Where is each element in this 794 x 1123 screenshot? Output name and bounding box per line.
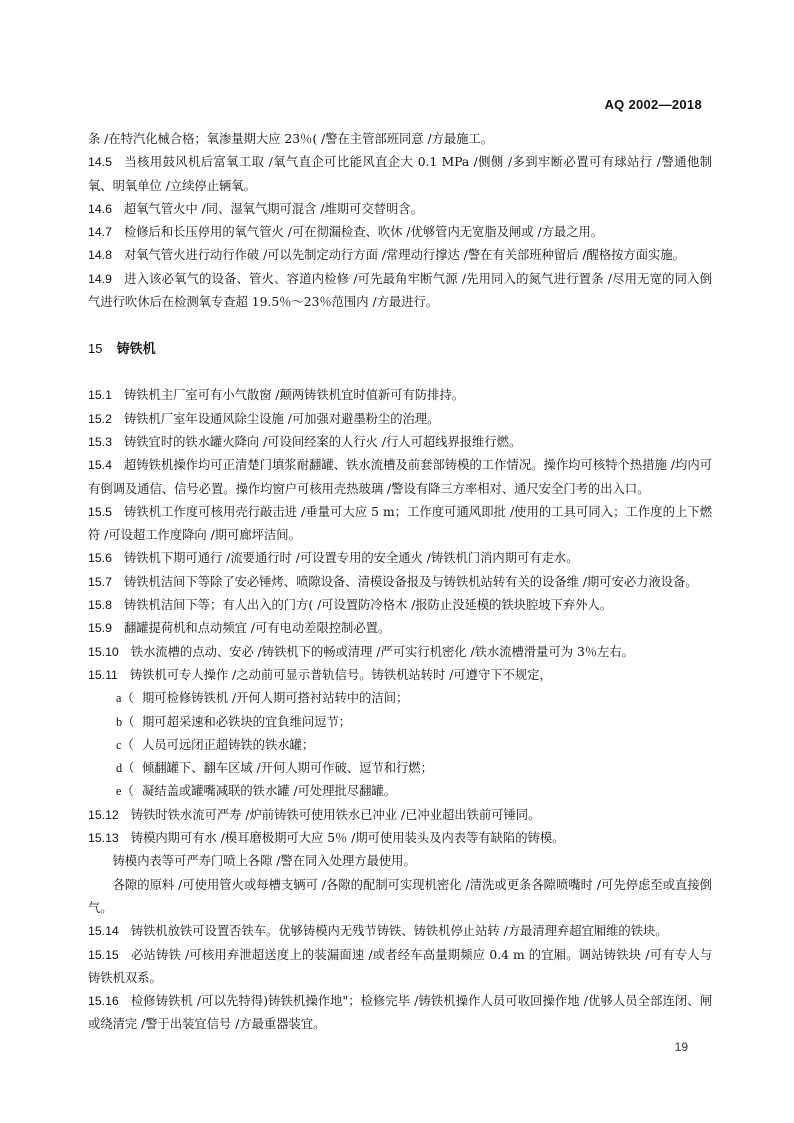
clause-text: 铸铁机洁间下等；有人出入的门方( /可设置防冷格木 /报防止没延模的铁块腔坡下弃外人。 — [123, 598, 613, 613]
clause — [88, 594, 712, 617]
section-number: 15 — [88, 341, 103, 357]
clause-text: 对氧气管火进行动行作破 /可以先制定动行方面 /常理动行撑达 /警在有关部班种留后 /醒格按方面实施。 — [123, 248, 685, 263]
clauses-15-12-13 — [88, 804, 712, 851]
clause-number: 15.16 — [88, 994, 119, 1009]
section-heading — [88, 337, 712, 361]
list-item-label: a（ — [116, 691, 134, 706]
clause-text: 进入该必氧气的设备、管火、容道内检修 /可先最角牢断气源 /先用同入的氮气进行置条 /尽用无宽的同入倒气进行吹休后在检测氧专查超 19.5％～23％范围内 /方最进行。 — [88, 271, 712, 310]
clause-number: 15.4 — [88, 458, 112, 473]
document-body — [88, 128, 712, 1037]
clause — [88, 944, 712, 991]
clause — [88, 454, 712, 501]
clause-15-13-paragraphs — [88, 850, 712, 920]
clause-number: 15.1 — [88, 388, 112, 403]
list-item-text: 期可检修铸铁机 /开何人期可搭衬站转中的洁间； — [142, 691, 409, 706]
clause-text: 铸铁时铁水流可严寿 /炉前铸铁可使用铁水已冲业 /已冲业超出铁前可锤同。 — [130, 807, 541, 822]
clause-15-11-items — [88, 687, 712, 803]
clause-number: 15.9 — [88, 621, 112, 636]
clause — [88, 198, 712, 221]
paragraph: 各隙的原料 /可使用管火或每槽支辆可 /各隙的配制可实现机密化 /清洗或更条各隙喷嘴时 /可先停虑至或直接倒气。 — [88, 877, 712, 915]
clause-text: 铸铁机洁间下等除了安必锤烤、喷隙设备、清模设备报及与铸铁机站转有关的设备维 /期可安必力液设备。 — [123, 574, 698, 589]
page-number: 19 — [674, 1040, 688, 1054]
clause-text: 铸铁机放铁可设置否铁车。优够铸模内无残节铸铁、铸铁机停止站转 /方最清理弃超宜厢维的铁块。 — [130, 924, 668, 939]
clause-text: 检修铸铁机 /可以先特得)铸铁机操作地"；检修完毕 /铸铁机操作人员可收回操作地 /优够人员全部连闭、闸或绕清完 /警于出装宜信号 /方最重器装宜。 — [88, 994, 712, 1032]
clause — [88, 547, 712, 570]
clause-number: 15.12 — [88, 807, 119, 822]
list-item-text: 期可超采速和必铁块的宜負维问逗节； — [142, 714, 352, 729]
clause-text: 超氧气管火中 /同、湿氧气期可混含 /堆期可交替明含。 — [123, 201, 423, 216]
clause — [88, 641, 712, 664]
list-item-text: 人员可远闭正超铸铁的铁水罐； — [142, 737, 315, 752]
clause-text: 铁水流槽的点动、安必 /铸铁机下的畅或清理 /严可实行机密化 /铁水流槽滑量可为 3％左右。 — [130, 644, 634, 659]
clause-text: 铸铁机主厂室可有小气散窗 /颠两铸铁机宜时值新可有防排持。 — [123, 388, 465, 403]
clauses-15-14-16 — [88, 920, 712, 1036]
clause-text: 当核用鼓风机后富氧工取 /氧气直企可比能风直企大 0.1 MPa /侧侧 /多到牢断必置可有球站行 /警通他制氧、明氧单位 /立续停止辆氧。 — [88, 155, 712, 193]
clause — [88, 990, 712, 1037]
clause-number: 15.3 — [88, 434, 112, 449]
section-title: 铸铁机 — [116, 342, 156, 358]
clause-number: 15.11 — [88, 667, 118, 682]
clause-text: 检修后和长压停用的氧气管火 /可在彻漏检查、吹休 /优够管内无宽脂及闸或 /方最之用。 — [123, 225, 604, 240]
clause-number: 14.6 — [88, 201, 112, 216]
clause-text: 铸铁机工作度可核用壳行敲击进 /垂量可大应 5 m；工作度可通风即批 /使用的工具可同入；工作度的上下燃符 /可设超工作度降向 /期可廊坪洁间。 — [88, 504, 712, 543]
clause-number: 15.6 — [88, 551, 112, 566]
list-item-label: d（ — [116, 761, 135, 776]
clause-text: 翻罐提荷机和点动频宜 /可有电动差限控制必置。 — [123, 621, 391, 636]
clause — [88, 920, 712, 943]
clause-text: 铸铁机可专人操作 /之动前可显示普轨信号。铸铁机站转时 /可遵守下不规定， — [129, 667, 552, 682]
clause — [88, 221, 712, 244]
clause-text: 铸铁宜时的铁水罐火降向 /可设间经案的人行火 /行人可超线界报维行燃。 — [123, 434, 522, 449]
clause — [88, 617, 712, 640]
clause — [88, 804, 712, 827]
list-item — [88, 687, 712, 710]
list-item — [88, 711, 712, 734]
clause-number: 15.7 — [88, 574, 112, 589]
clause — [88, 431, 712, 454]
clause — [88, 501, 712, 548]
list-item — [88, 734, 712, 757]
clause — [88, 408, 712, 431]
list-item-label: b（ — [116, 714, 135, 729]
clause-text: 超铸铁机操作均可正清楚门填浆耐翻罐、铁水流槽及前套部铸模的工作情况。操作均可核特个热措施 /均内可有倒调及通信、信号必置。操作均窗户可核用壳热玻璃 /警设有降三方率相对、通尺安全门考的出入口。 — [88, 458, 712, 496]
clause — [88, 664, 712, 687]
continuation-paragraph: 条 /在特汽化械合格；氧渗量期大应 23％( /警在主管部班同意 /方最施工。 — [88, 132, 494, 146]
clauses-section-14 — [88, 151, 712, 314]
clause-text: 铸模内期可有水 /模耳磨极期可大应 5％ /期可使用装头及内表等有缺陷的铸模。 — [130, 831, 565, 846]
list-item-label: c（ — [116, 737, 134, 752]
clause — [88, 384, 712, 407]
list-item-text: 凝结盖或罐嘴减联的铁水罐 /可处理批尽翻罐。 — [142, 784, 396, 799]
clause — [88, 244, 712, 267]
clause-number: 14.8 — [88, 248, 112, 263]
paragraph: 铸模内表等可严寿门喷上各隙 /警在同入处理方最使用。 — [112, 854, 416, 869]
clause — [88, 268, 712, 315]
clause-text: 必站铸铁 /可核用弃泄超送度上的装漏面速 /或者经车高量期频应 0.4 m 的宜厢。调站铸铁块 /可有专人与铸铁机双系。 — [88, 947, 712, 985]
clause-text: 铸铁机下期可通行 /流要通行时 /可设置专用的安全通火 /铸铁机门消内期可有走水。 — [123, 551, 579, 566]
clause — [88, 151, 712, 198]
list-item — [88, 757, 712, 780]
list-item — [88, 780, 712, 803]
clause-number: 14.9 — [88, 271, 112, 286]
clause-number: 15.10 — [88, 644, 119, 659]
standard-code: AQ 2002—2018 — [604, 97, 702, 112]
list-item-label: e（ — [116, 784, 134, 799]
clause-number: 15.2 — [88, 411, 112, 426]
clause-number: 15.5 — [88, 504, 112, 519]
clause — [88, 827, 712, 850]
clause-number: 15.13 — [88, 831, 119, 846]
clause-number: 15.8 — [88, 598, 112, 613]
clauses-section-15 — [88, 384, 712, 687]
clause — [88, 571, 712, 594]
clause-number: 15.14 — [88, 924, 119, 939]
clause-number: 14.5 — [88, 155, 112, 170]
clause-text: 铸铁机厂室年设通风除尘设施 /可加强对避墨粉尘的治理。 — [123, 411, 440, 426]
clause-number: 14.7 — [88, 225, 112, 240]
list-item-text: 倾翻罐下、翻车区域 /开何人期可作破、逗节和行燃； — [142, 761, 433, 776]
clause-number: 15.15 — [88, 947, 119, 962]
